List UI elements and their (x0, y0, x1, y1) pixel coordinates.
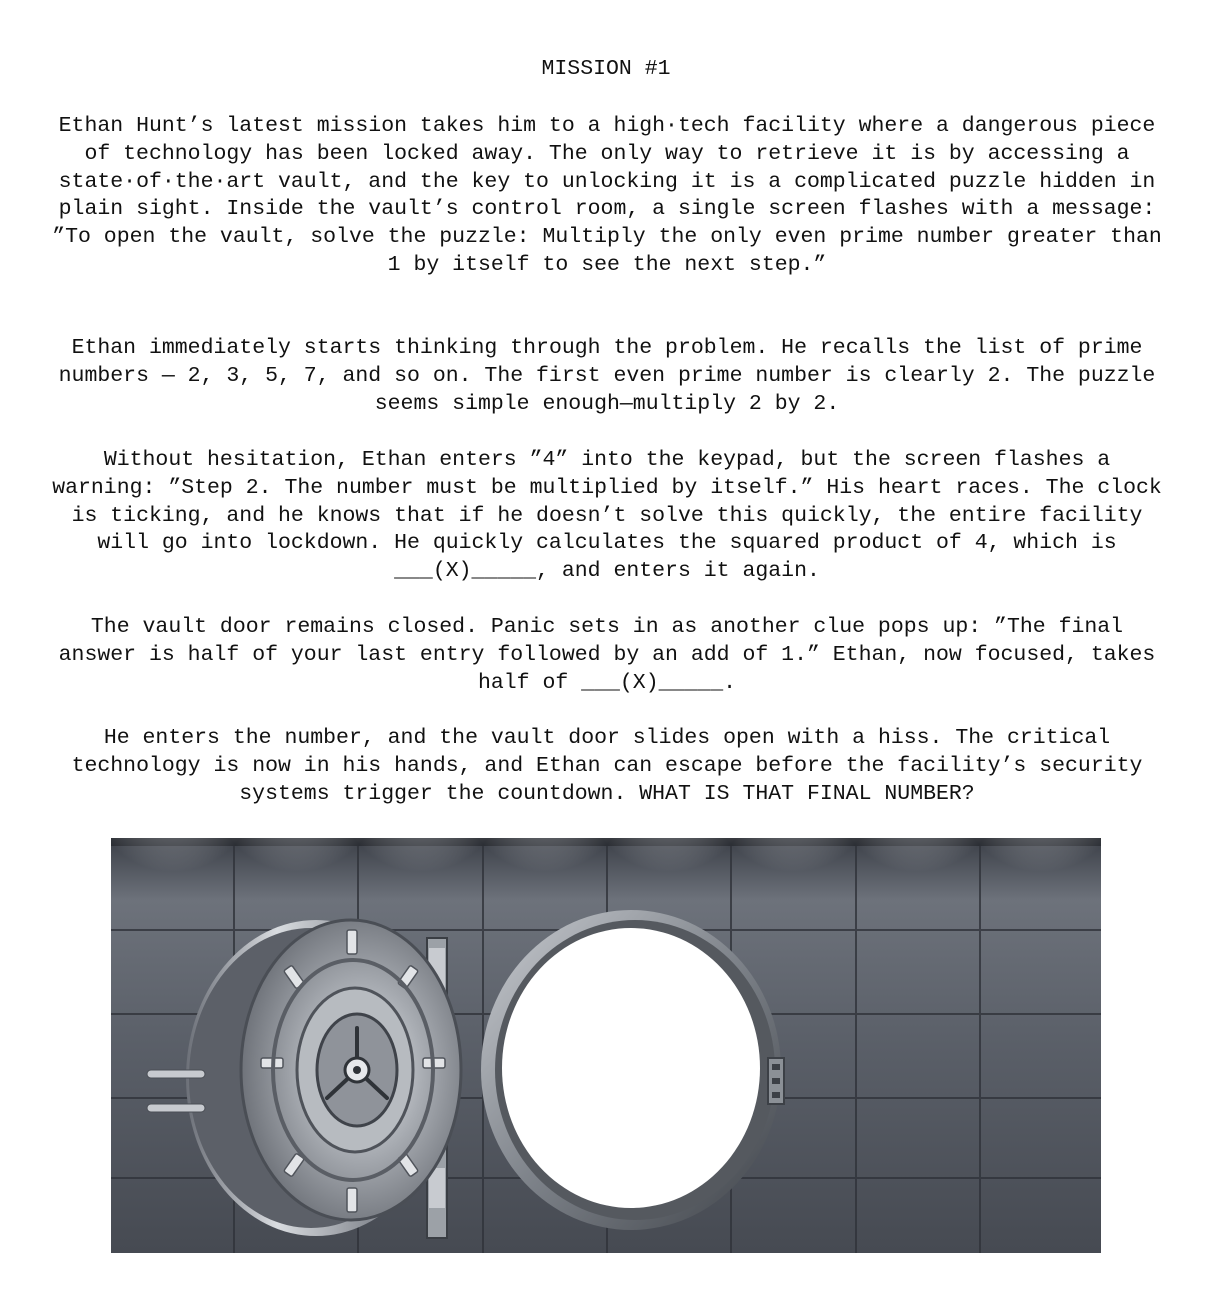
paragraph-step-two: Without hesitation, Ethan enters ”4” into the keypad, but the screen flashes a warning: ”Step 2. The number must be multiplied by itself.” His heart races. The clock is ticking, and he knows that if he doesn’t solve this quickly, the entire facility will go into lockdown. He quickly calculates the squared product of 4, which is ___(X)_____, and enters it again. (52, 448, 1162, 584)
vault-door-illustration (111, 838, 1101, 1253)
paragraph-intro: Ethan Hunt’s latest mission takes him to a high·tech facility where a dangerous piece of technology has been locked away. The only way to retrieve it is by accessing a state·of·the·art vault, and the key to unlocking it is a complicated puzzle hidden in plain sight. Inside the vault’s control room, a single screen flashes with a message: ”To open the vault, solve the puzzle: Multiply the only even prime number greater than 1 by itself to see the next step.” (52, 114, 1162, 277)
paragraph-question: He enters the number, and the vault door slides open with a hiss. The critical technology is now in his hands, and Ethan can escape before the facility’s security systems trigger the countdown. WHAT IS THAT FINAL NUMBER? (71, 726, 1143, 806)
paragraph-prime-numbers: Ethan immediately starts thinking through the problem. He recalls the list of prime numbers — 2, 3, 5, 7, and so on. The first even prime number is clearly 2. The puzzle seems simple enough—multiply 2 by 2. (58, 336, 1156, 416)
vault-door-image (111, 838, 1101, 1253)
page-title: MISSION #1 (541, 57, 671, 81)
paragraph-final-clue: The vault door remains closed. Panic sets in as another clue pops up: ”The final answer is half of your last entry followed by an add of 1.” Ethan, now focused, takes half of ___(X)_____. (58, 615, 1156, 695)
